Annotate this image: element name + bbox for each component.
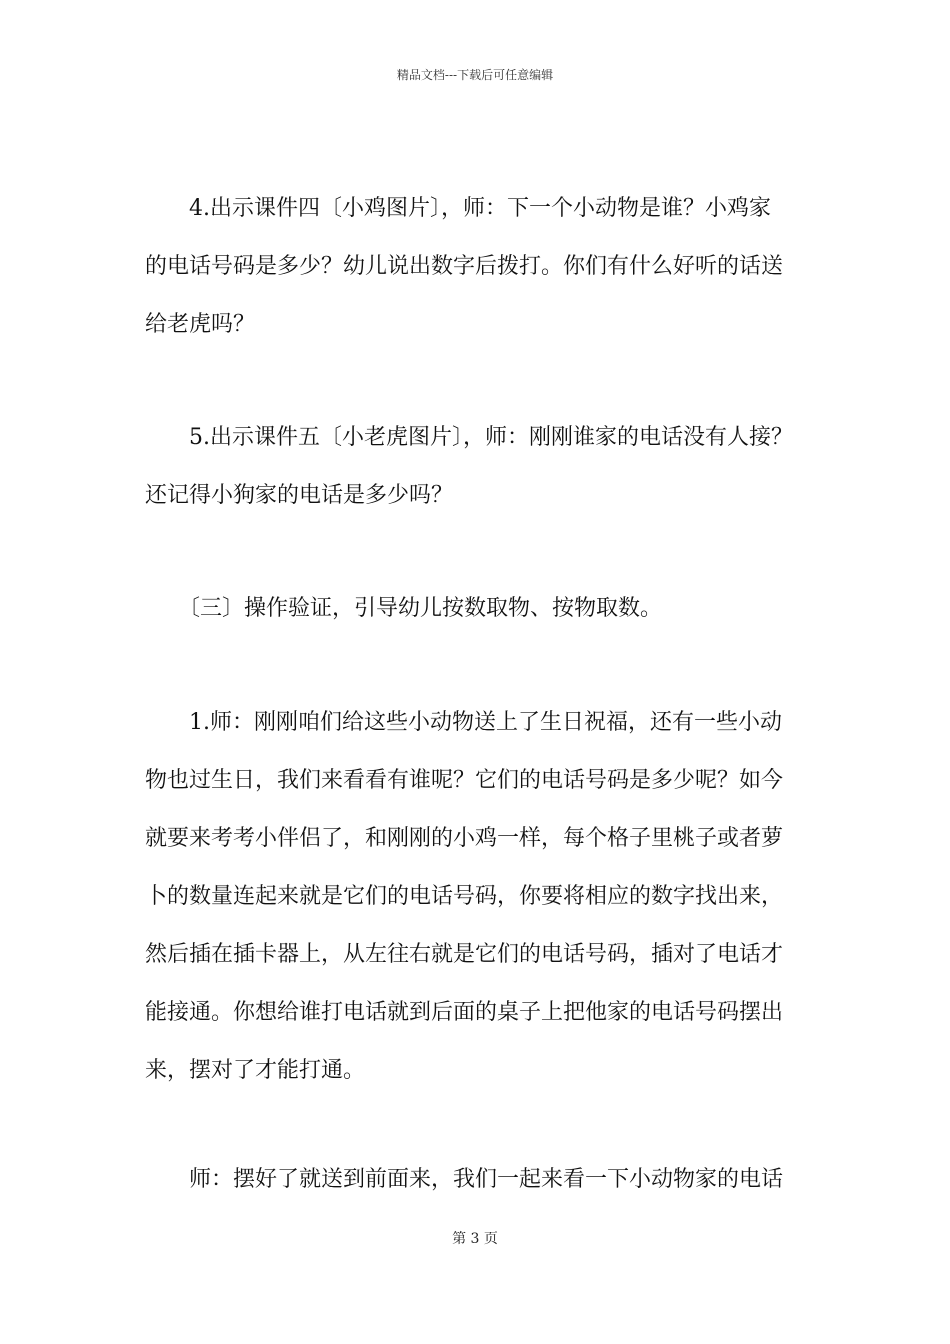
- text-line: 卜的数量连起来就是它们的电话号码，你要将相应的数字找出来，: [145, 884, 784, 909]
- text-line: 就要来考考小伴侣了，和刚刚的小鸡一样，每个格子里桃子或者萝: [145, 826, 784, 851]
- text-line: 〔三〕操作验证，引导幼儿按数取物、按物取数。: [145, 596, 663, 621]
- page-header: 精品文档---下载后可任意编辑: [396, 68, 554, 82]
- paragraph-step-1: [145, 694, 805, 1100]
- text-line: 还记得小狗家的电话是多少吗？: [145, 483, 454, 508]
- page-number: 第 3 页: [452, 1231, 498, 1247]
- text-line: 来，摆对了才能打通。: [145, 1058, 366, 1083]
- text-line: 能接通。你想给谁打电话就到后面的桌子上把他家的电话号码摆出: [145, 1000, 784, 1025]
- text-line: 物也过生日，我们来看看有谁呢？它们的电话号码是多少呢？如今: [145, 768, 784, 793]
- text-line: 师：摆好了就送到前面来，我们一起来看一下小动物家的电话: [145, 1167, 784, 1192]
- text-line: 1.师：刚刚咱们给这些小动物送上了生日祝福，还有一些小动: [145, 710, 782, 735]
- paragraph-step-4: [145, 180, 805, 354]
- text-line: 给老虎吗？: [145, 312, 256, 337]
- section-heading-3: [145, 580, 805, 638]
- text-line: 的电话号码是多少？幼儿说出数字后拨打。你们有什么好听的话送: [145, 254, 784, 279]
- paragraph-step-5: [145, 409, 805, 525]
- text-line: 5.出示课件五〔小老虎图片〕，师：刚刚谁家的电话没有人接？: [145, 425, 793, 450]
- paragraph-teacher: [145, 1151, 805, 1209]
- text-line: 4.出示课件四〔小鸡图片〕，师：下一个小动物是谁？小鸡家: [145, 196, 771, 221]
- text-line: 然后插在插卡器上，从左往右就是它们的电话号码，插对了电话才: [145, 942, 784, 967]
